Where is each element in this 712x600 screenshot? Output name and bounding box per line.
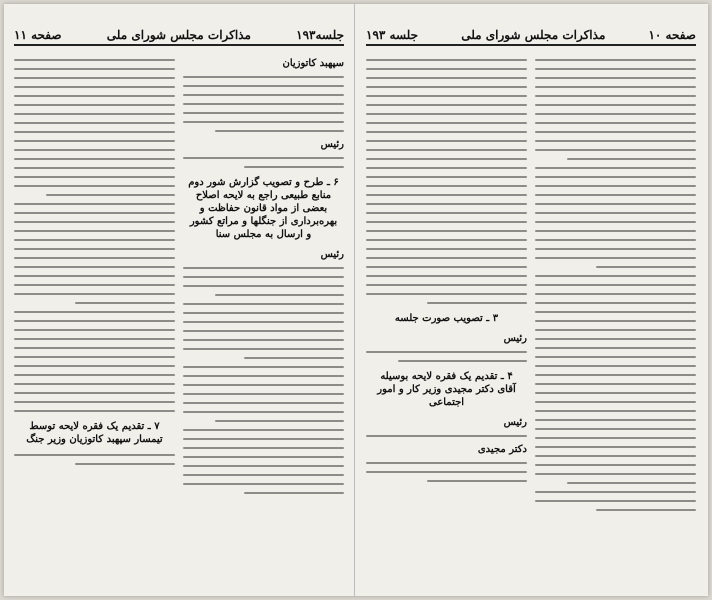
document-spread (4, 4, 708, 596)
right-page-columns (366, 52, 696, 588)
running-title: مذاکرات مجلس شورای ملی (461, 28, 606, 42)
session-label: جلسه۱۹۳ (296, 28, 344, 42)
speaker-label: دکتر مجیدی (477, 444, 527, 455)
session-label: جلسه ۱۹۳ (366, 28, 419, 42)
page-number: صفحه ۱۰ (648, 28, 696, 42)
left-page-columns (14, 52, 344, 588)
page-number: صفحه ۱۱ (14, 28, 62, 42)
left-page-header (14, 22, 344, 46)
left-page (4, 4, 355, 596)
speaker-label: سپهبد کاتوزیان (282, 58, 344, 69)
speaker-label: رئیس (320, 139, 344, 150)
text-column (535, 52, 696, 588)
text-column (183, 52, 344, 588)
right-page (356, 4, 706, 596)
text-column (14, 52, 175, 588)
section-heading: ۳ ـ تصویب صورت جلسه (394, 313, 499, 324)
speaker-label: رئیس (503, 333, 527, 344)
speaker-label: رئیس (320, 249, 344, 260)
section-heading: ۶ ـ طرح و تصویب گزارش شور دوم منابع طبیعی راجع به لایحه اصلاح بعضی از مواد قانون حفاظت و بهره‌برداری از جنگلها و مراتع کشور و ارسال به مجلس سنا (188, 177, 339, 240)
section-heading: ۴ ـ تقدیم یک فقره لایحه بوسیله آقای دکتر مجیدی وزیر کار و امور اجتماعی (377, 371, 516, 408)
text-column (366, 52, 527, 588)
right-page-header (366, 22, 696, 46)
speaker-label: رئیس (503, 417, 527, 428)
running-title: مذاکرات مجلس شورای ملی (106, 28, 251, 42)
section-heading: ۷ ـ تقدیم یک فقره لایحه توسط تیمسار سپهبد کاتوزیان وزیر جنگ (26, 421, 163, 445)
